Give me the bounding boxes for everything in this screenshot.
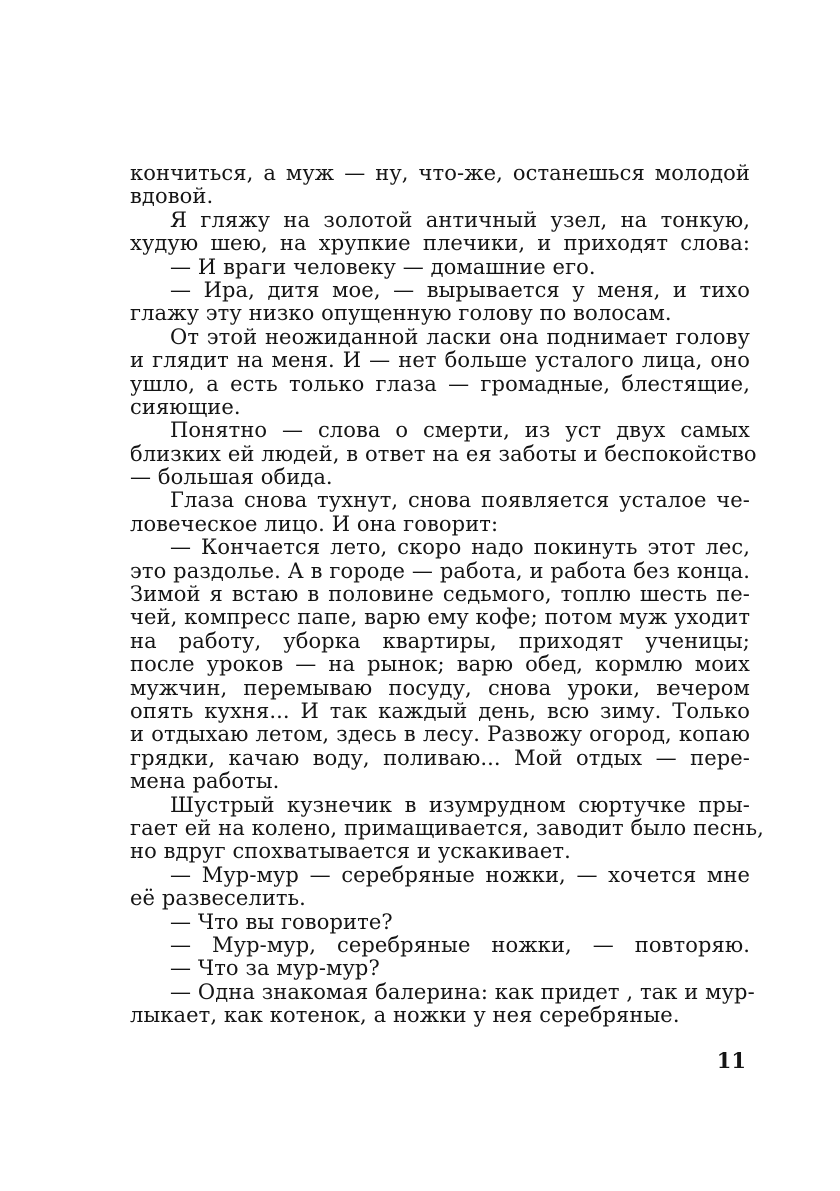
text-line: — Кончается лето, скоро надо покинуть этот лес,	[170, 535, 750, 560]
text-line: близких ей людей, в ответ на ея заботы и беспокойство	[130, 441, 757, 466]
text-line: ушло, а есть только глаза — громадные, блестящие,	[130, 371, 750, 396]
text-line: — Одна знакомая балерина: как придет , так и мур-	[170, 979, 755, 1004]
text-line: — И враги человеку — домашние его.	[170, 254, 596, 279]
text-line: её развеселить.	[130, 886, 306, 911]
text-line: и глядит на меня. И — нет больше усталого лица, оно	[130, 348, 750, 373]
text-line: лыкает, как котенок, а ножки у нея серебряные.	[130, 1003, 680, 1028]
text-line: — Что за мур-мур?	[170, 956, 380, 981]
text-line: кончиться, а муж — ну, что-же, останешься молодой	[130, 161, 750, 185]
text-line: худую шею, на хрупкие плечики, и приходят слова:	[130, 231, 750, 256]
text-line: опять кухня... И так каждый день, всю зиму. Только	[130, 698, 750, 723]
text-line: ловеческое лицо. И она говорит:	[130, 511, 499, 536]
text-line: Глаза снова тухнут, снова появляется усталое че-	[170, 488, 750, 513]
text-line: гает ей на колено, примащивается, заводит было песнь,	[130, 815, 764, 840]
text-line: но вдруг спохватывается и ускакивает.	[130, 839, 571, 864]
text-line: От этой неожиданной ласки она поднимает голову	[170, 324, 750, 349]
text-line: это раздолье. А в городе — работа, и работа без конца.	[130, 558, 750, 583]
page-body-text	[130, 161, 764, 1028]
text-line: мужчин, перемываю посуду, снова уроки, вечером	[130, 675, 750, 700]
text-line: вдовой.	[130, 184, 214, 209]
text-line: — большая обида.	[130, 465, 333, 490]
text-line: и отдыхаю летом, здесь в лесу. Развожу огород, копаю	[130, 722, 750, 747]
text-line: на работу, уборка квартиры, приходят ученицы;	[130, 628, 750, 653]
text-line: Я гляжу на золотой античный узел, на тонкую,	[170, 207, 750, 232]
text-line: Понятно — слова о смерти, из уст двух самых	[170, 418, 750, 443]
text-line: глажу эту низко опущенную голову по волосам.	[130, 301, 672, 326]
text-line: грядки, качаю воду, поливаю... Мой отдых — пере-	[130, 745, 750, 770]
text-line: Зимой я встаю в половине седьмого, топлю шесть пе-	[130, 582, 750, 607]
text-line: — Мур-мур, серебряные ножки, — повторяю.	[170, 932, 750, 957]
text-line: после уроков — на рынок; варю обед, кормлю моих	[130, 652, 750, 677]
text-line: — Ира, дитя мое, — вырывается у меня, и тихо	[170, 277, 750, 302]
text-line: — Что вы говорите?	[170, 909, 393, 934]
page-number: 11	[716, 1048, 746, 1073]
text-line: чей, компресс папе, варю ему кофе; потом муж уходит	[130, 605, 751, 630]
text-line: мена работы.	[130, 769, 280, 794]
text-line: — Мур-мур — серебряные ножки, — хочется мне	[170, 862, 750, 887]
text-line: сияющие.	[130, 394, 241, 419]
text-line: Шустрый кузнечик в изумрудном сюртучке пры-	[170, 792, 750, 817]
